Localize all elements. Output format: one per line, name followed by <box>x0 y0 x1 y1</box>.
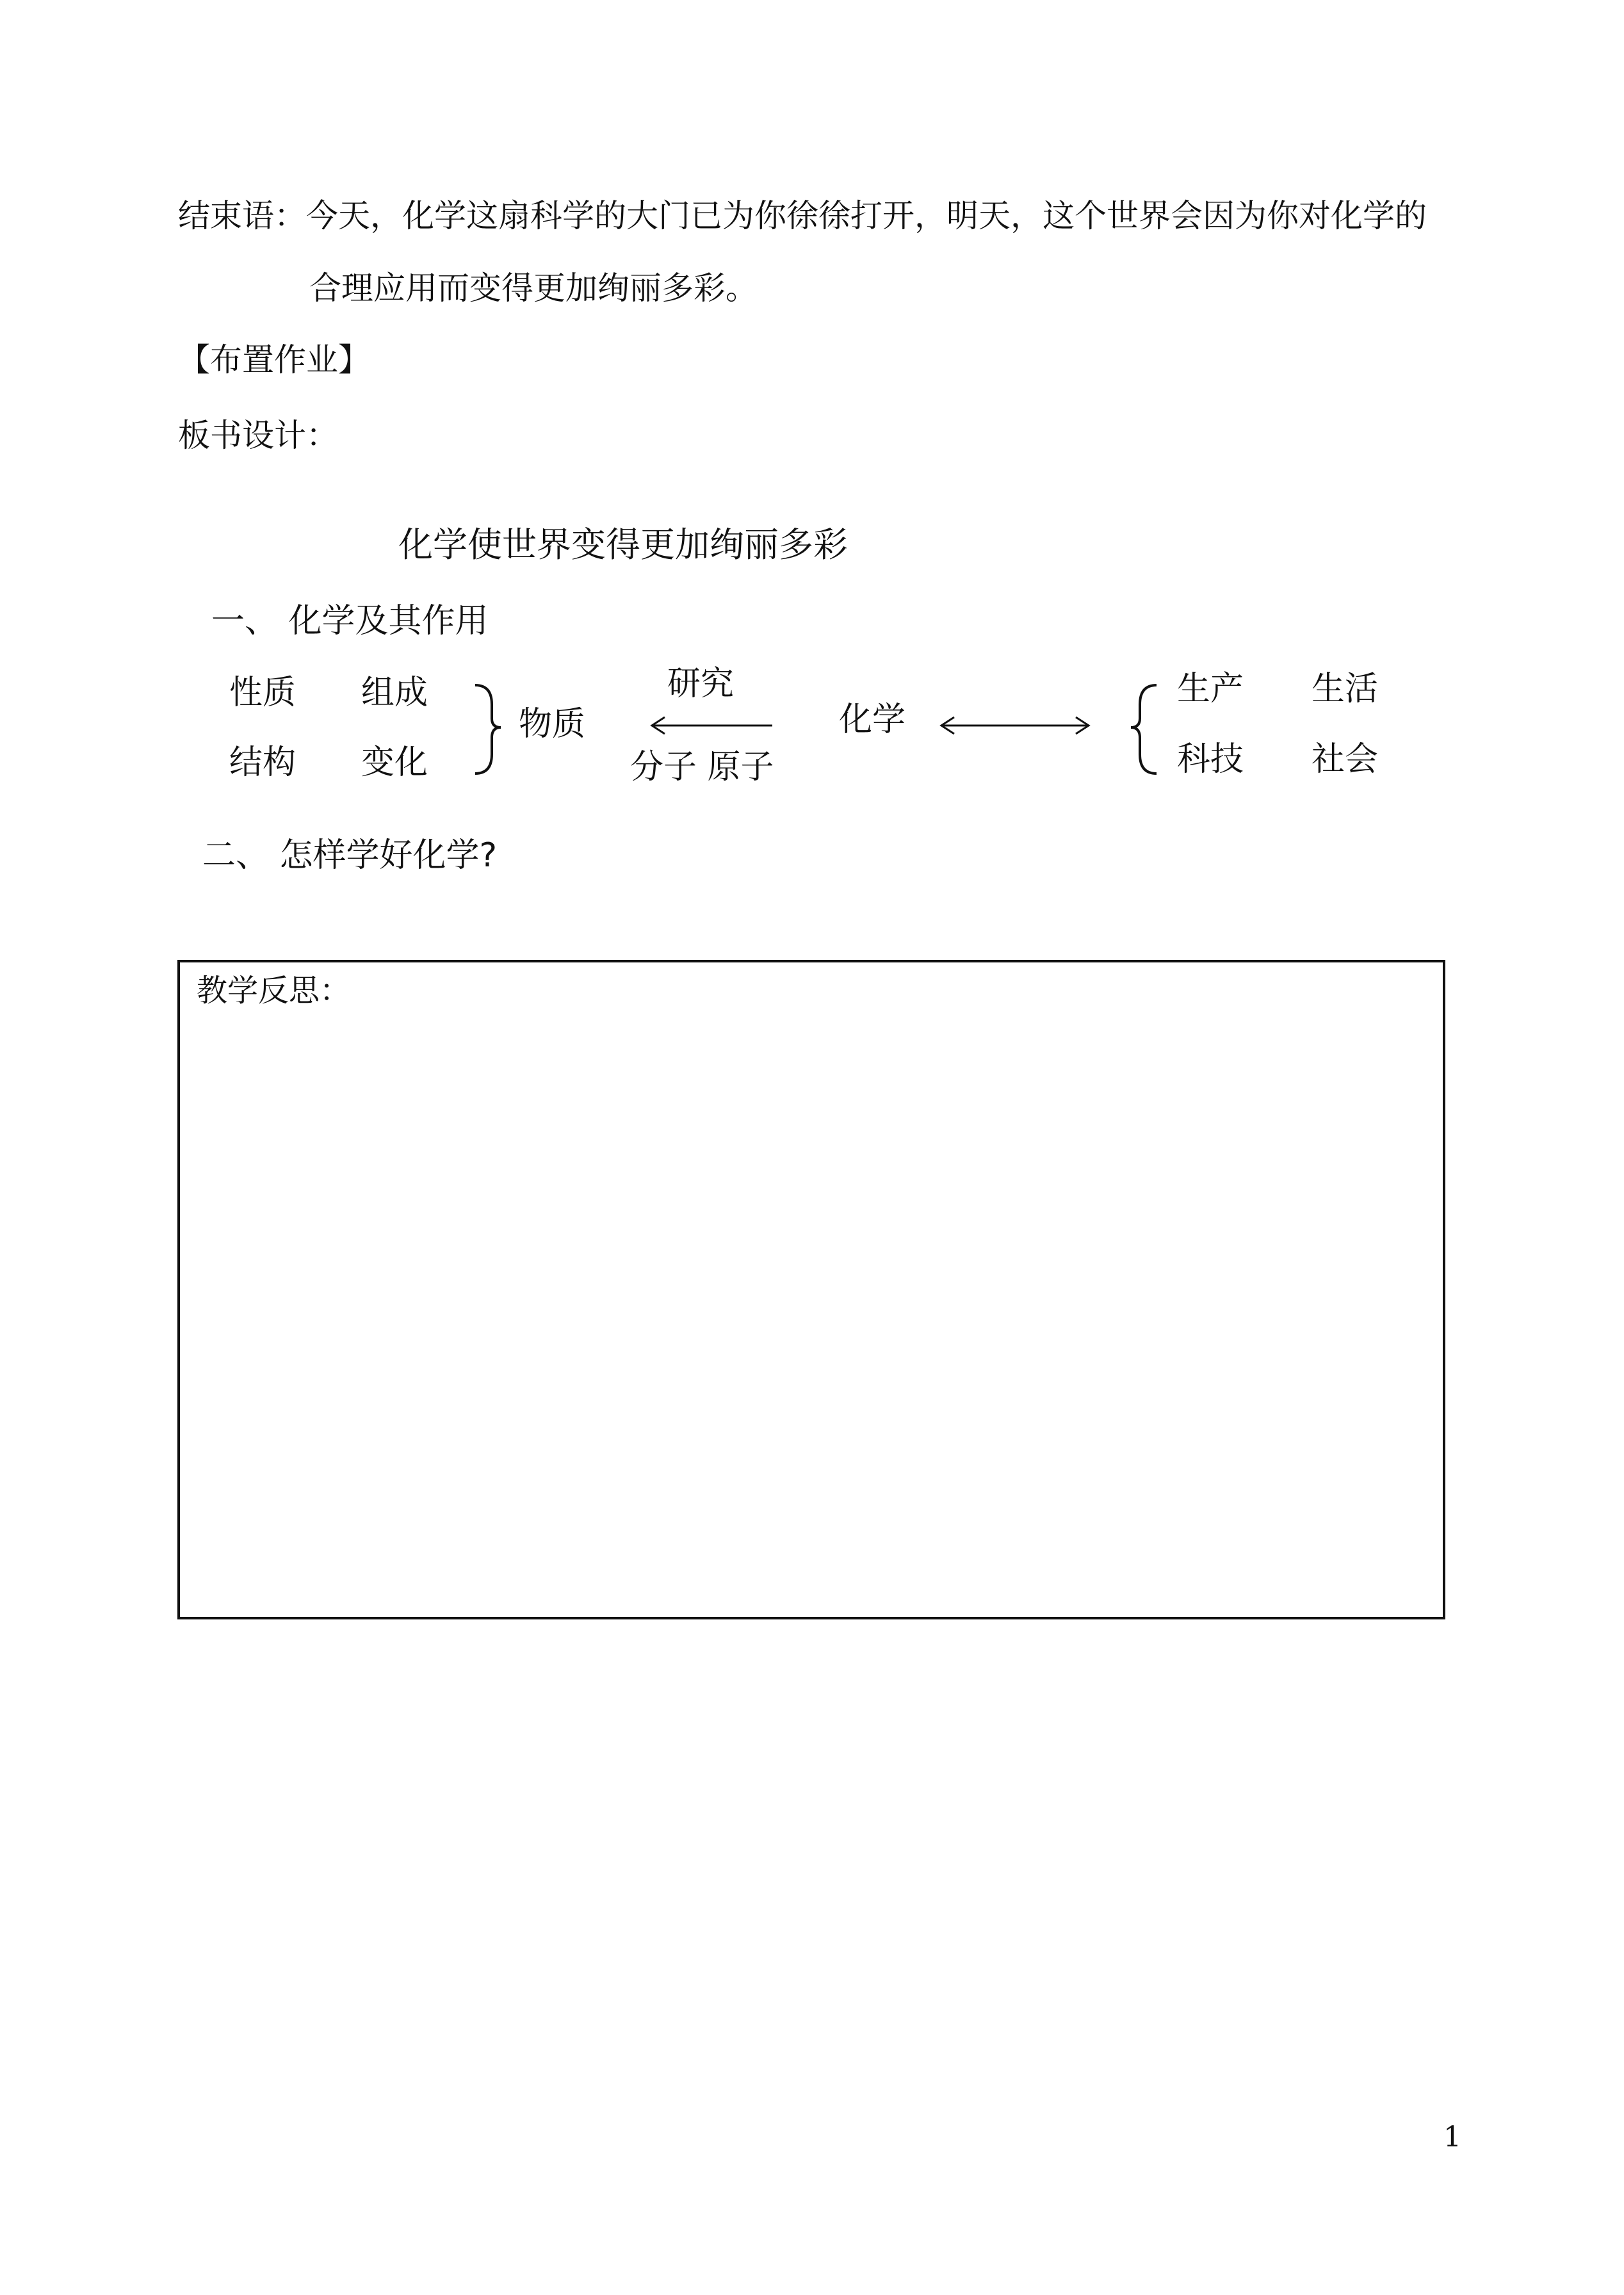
prop-change: 变化 <box>361 743 428 782</box>
left-arrow <box>652 717 772 734</box>
field-technology: 科技 <box>1177 740 1244 779</box>
closing-line-1: 结束语：今天，化学这扇科学的大门已为你徐徐打开，明天，这个世界会因为你对化学的 <box>178 197 1427 234</box>
substance-label: 物质 <box>519 705 586 743</box>
teaching-reflection-label: 教学反思： <box>197 973 351 1009</box>
section-2-heading: 二、 怎样学好化学? <box>202 836 498 875</box>
board-design-label: 板书设计： <box>178 417 338 454</box>
particles-label: 分子 原子 <box>630 748 774 786</box>
homework-heading: 【布置作业】 <box>178 341 370 378</box>
field-society: 社会 <box>1311 740 1379 779</box>
field-production: 生产 <box>1177 670 1244 708</box>
research-label: 研究 <box>667 665 735 703</box>
field-life: 生活 <box>1311 670 1379 708</box>
board-title: 化学使世界变得更加绚丽多彩 <box>398 524 848 565</box>
double-arrow <box>941 717 1089 734</box>
prop-composition: 组成 <box>361 674 428 712</box>
page-number: 1 <box>1443 2121 1461 2153</box>
right-brace <box>475 685 501 774</box>
section-1-heading: 一、 化学及其作用 <box>211 602 489 640</box>
chemistry-label: 化学 <box>839 701 906 739</box>
left-brace <box>1131 685 1157 774</box>
closing-line-2: 合理应用而变得更加绚丽多彩。 <box>309 270 758 307</box>
prop-structure: 结构 <box>229 743 296 782</box>
teaching-reflection-box <box>177 960 1445 1619</box>
prop-properties: 性质 <box>229 674 296 712</box>
